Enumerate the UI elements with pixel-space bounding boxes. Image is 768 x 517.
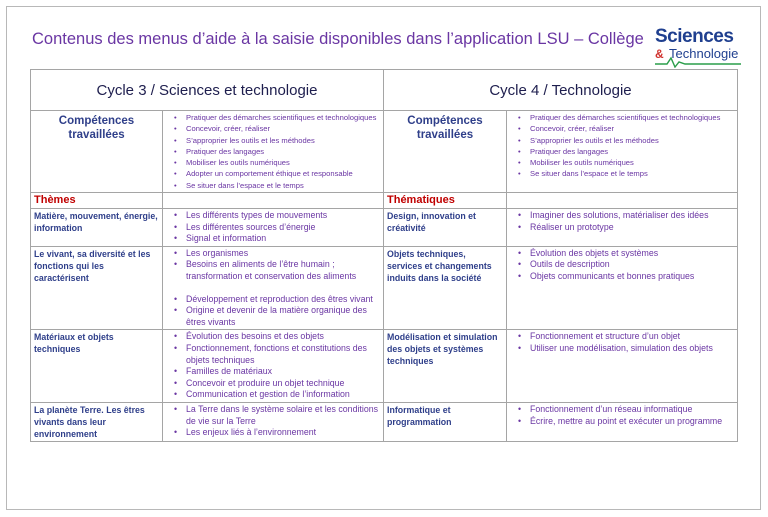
cycle3-competences-cell — [163, 111, 384, 193]
cycle4-theme-label: Modélisation et simulation des objets et systèmes techniques — [384, 330, 507, 403]
cycle4-themes-label: Thématiques — [384, 193, 507, 209]
cycle3-theme-items — [163, 402, 384, 441]
cycle3-theme-items — [163, 246, 384, 330]
cycle3-theme-list — [166, 331, 380, 401]
cycle4-theme-list — [510, 248, 734, 283]
list-item: • Réaliser un prototype — [530, 222, 734, 234]
logo-line1: Sciences — [655, 26, 734, 47]
cycle3-theme-label: La planète Terre. Les êtres vivants dans leur environnement — [31, 402, 163, 441]
cycle4-theme-list — [510, 404, 734, 427]
cycle4-title: Cycle 4 / Technologie — [384, 70, 738, 111]
list-item: • Utiliser une modélisation, simulation des objets — [530, 343, 734, 355]
cycle3-theme-list — [166, 248, 380, 329]
list-item: • Pratiquer des langages — [186, 146, 380, 157]
empty-cell — [163, 193, 384, 209]
list-item: • Concevoir, créer, réaliser — [186, 123, 380, 134]
cycle4-competences-cell — [507, 111, 738, 193]
list-item: • Outils de description — [530, 259, 734, 271]
cycle4-theme-items — [507, 246, 738, 330]
list-item: • Adopter un comportement éthique et responsable — [186, 168, 380, 179]
list-item: • Origine et devenir de la matière organique des êtres vivants — [186, 305, 380, 328]
cycle3-theme-list — [166, 404, 380, 439]
cycle4-theme-label: Objets techniques, services et changements induits dans la société — [384, 246, 507, 330]
list-item: • Objets communicants et bonnes pratiques — [530, 271, 734, 283]
cycle4-theme-label: Design, innovation et créativité — [384, 209, 507, 247]
help-menu-table — [30, 69, 738, 442]
page-title: Contenus des menus d’aide à la saisie disponibles dans l’application LSU – Collège — [32, 30, 644, 48]
list-item: • Pratiquer des démarches scientifiques et technologiques — [186, 112, 380, 123]
competences-row — [31, 111, 738, 193]
list-item: • Concevoir, créer, réaliser — [530, 123, 734, 134]
cycle4-competences-list — [510, 112, 734, 180]
cycle3-competences-label — [31, 111, 163, 193]
list-item: • Besoins en aliments de l’être humain ; transformation et conservation des aliments — [186, 259, 380, 282]
cycle3-competences-text: Compétences travaillées — [58, 115, 135, 141]
logo-ampersand: & — [655, 47, 664, 61]
cycle4-competences-text: Compétences travaillées — [407, 115, 483, 141]
list-item: • Se situer dans l’espace et le temps — [186, 180, 380, 191]
cycle4-theme-items — [507, 402, 738, 441]
list-item: • Pratiquer des démarches scientifiques et technologiques — [530, 112, 734, 123]
cycle3-theme-items — [163, 330, 384, 403]
list-item: • Écrire, mettre au point et exécuter un programme — [530, 416, 734, 428]
list-item: • Fonctionnement d’un réseau informatique — [530, 404, 734, 416]
cycle3-title: Cycle 3 / Sciences et technologie — [31, 70, 384, 111]
list-item: • Évolution des objets et systèmes — [530, 248, 734, 260]
cycle3-competences-list — [166, 112, 380, 191]
cycle3-theme-items — [163, 209, 384, 247]
list-item: • Fonctionnement et structure d’un objet — [530, 331, 734, 343]
list-item: • Concevoir et produire un objet technique — [186, 378, 380, 390]
sciences-technologie-logo — [653, 26, 743, 68]
cycle3-themes-label: Thèmes — [31, 193, 163, 209]
cycle4-theme-list — [510, 210, 734, 233]
list-item: • Les enjeux liés à l’environnement — [186, 427, 380, 439]
list-item: • S’approprier les outils et les méthodes — [186, 135, 380, 146]
list-item: • Pratiquer des langages — [530, 146, 734, 157]
list-item: • Les différents types de mouvements — [186, 210, 380, 222]
cycle4-theme-list — [510, 331, 734, 354]
cycle3-theme-label: Matériaux et objets techniques — [31, 330, 163, 403]
list-item: • Imaginer des solutions, matérialiser des idées — [530, 210, 734, 222]
list-item: • Évolution des besoins et des objets — [186, 331, 380, 343]
list-item: • Fonctionnement, fonctions et constitutions des objets techniques — [186, 343, 380, 366]
cycle4-theme-items — [507, 209, 738, 247]
list-item: • Mobiliser les outils numériques — [530, 157, 734, 168]
theme-row — [31, 330, 738, 403]
list-item: • Développement et reproduction des êtres vivant — [186, 294, 380, 306]
theme-row — [31, 246, 738, 330]
empty-cell — [507, 193, 738, 209]
cycle-header-row — [31, 70, 738, 111]
list-item: • Se situer dans l’espace et le temps — [530, 168, 734, 179]
logo-waveform-icon — [653, 26, 743, 68]
list-item: • Familles de matériaux — [186, 366, 380, 378]
list-item: • Mobiliser les outils numériques — [186, 157, 380, 168]
list-item: • Les différentes sources d’énergie — [186, 222, 380, 234]
cycle4-theme-label: Informatique et programmation — [384, 402, 507, 441]
cycle3-theme-label: Le vivant, sa diversité et les fonctions qui les caractérisent — [31, 246, 163, 330]
cycle3-theme-label: Matière, mouvement, énergie, information — [31, 209, 163, 247]
theme-row — [31, 402, 738, 441]
cycle4-competences-label — [384, 111, 507, 193]
list-item: • La Terre dans le système solaire et les conditions de vie sur la Terre — [186, 404, 380, 427]
theme-row — [31, 209, 738, 247]
logo-line2: Technologie — [669, 46, 739, 61]
list-item: • Communication et gestion de l’information — [186, 389, 380, 401]
cycle3-theme-list — [166, 210, 380, 245]
cycle4-theme-items — [507, 330, 738, 403]
list-item: • S’approprier les outils et les méthodes — [530, 135, 734, 146]
themes-header-row — [31, 193, 738, 209]
list-item: • Signal et information — [186, 233, 380, 245]
list-item: • Les organismes — [186, 248, 380, 260]
